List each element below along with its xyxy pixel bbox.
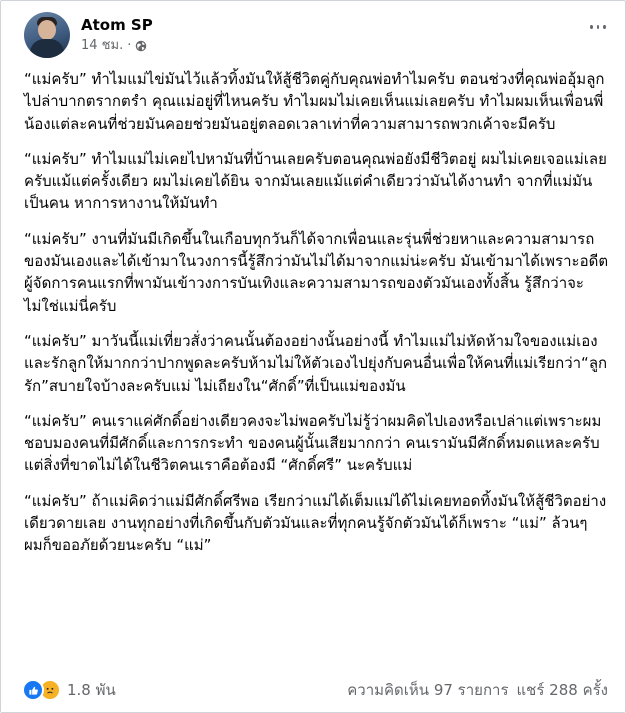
avatar[interactable] [24, 12, 70, 58]
avatar-body [30, 39, 64, 58]
more-dot [603, 25, 606, 29]
more-dot [597, 25, 600, 29]
author-name[interactable]: Atom SP [81, 15, 153, 34]
post-paragraph: “แม่ครับ” ถ้าแม่คิดว่าแม่มีศักดิ์ศรีพอ เรียกว่าแม่ได้เต็มแม่ได้ไม่เคยทอดทิ้งมันให้สู้ชีวิตอย่างเดียวดายเลย งานทุกอย่างที่เกิดขึ้นกับตัวมันและที่ทุกคนรู้จักตัวมันได้ก็เพราะ “แม่” ล้วนๆ ผมก็ขออภัยด้วยนะครับ “แม่” [24, 491, 607, 555]
post-paragraph: “แม่ครับ” งานที่มันมีเกิดขึ้นในเกือบทุกวันก็ได้จากเพื่อนและรุ่นพี่ช่วยหาและความสามารถของมันเองและได้เข้ามาในวงการนี้รู้สึกว่ามันไม่ได้มาจากแม่น่ะครับ มันเข้ามาได้เพราะอดีตผู้จัดการคนแรกที่พามันเข้าวงการบันเทิงและความสามารถของตัวมันเองทั้งสิ้น รู้สึกว่าจะไม่ใช่แม่นี่ครับ [24, 229, 609, 315]
post-body [24, 68, 610, 570]
post-footer [22, 675, 608, 705]
reaction-count: 1.8 พัน [67, 681, 116, 699]
post-subline [81, 37, 153, 55]
meta-separator: · [127, 37, 132, 53]
globe-icon[interactable] [135, 40, 147, 52]
post-paragraph: “แม่ครับ” คนเราแค่ศักดิ์อย่างเดียวคงจะไม่พอครับไม่รู้ว่าผมคิดไปเองหรือเปล่าแต่เพราะผมชอบมองคนที่มีศักดิ์และการกระทำ ของคนผู้นั้นเสียมากกว่า คนเรามันมีศักดิ์หมดแหละครับ แต่สิ่งที่ขาดไม่ได้ในชีวิตคนเราคือต้องมี “ศักดิ์ศรี” นะครับแม่ [24, 411, 602, 475]
post-paragraph: “แม่ครับ” ทำไมแม่ไข่มันไว้แล้วทิ้งมันให้สู้ชีวิตคู่กับคุณพ่อทำไมครับ ตอนช่วงที่คุณพ่ออุ้มลูกไปล่าบากตรากตรำ คุณแม่อยู่ที่ไหนครับ ทำไมผมไม่เคยเห็นแม่เลยครับ ทำไมผมเห็นเพื่อนพี่น้องแต่ละคนที่ช่วยมันคอยช่วยมันอยู่ตลอดเวลาเท่าที่ความสามารถพวกเค้าจะมีครับ [24, 70, 605, 133]
post-time[interactable]: 14 ชม. [81, 37, 124, 53]
share-count-link[interactable]: แชร์ 288 ครั้ง [516, 681, 608, 699]
comment-count-link[interactable]: ความคิดเห็น 97 รายการ [347, 681, 509, 699]
more-options-icon[interactable] [588, 17, 608, 37]
post-header [24, 10, 153, 60]
post-meta [81, 16, 153, 55]
more-dot [590, 25, 593, 29]
stats-spacer [509, 678, 517, 702]
post-stats [347, 678, 608, 702]
post-paragraph: “แม่ครับ” ทำไมแม่ไม่เคยไปหามันที่บ้านเลยครับตอนคุณพ่อยังมีชีวิตอยู่ ผมไม่เคยเจอแม่เลยครับแม้แต่ครั้งเดียว ผมไม่เคยได้ยิน จากมันเลยแม้แต่คำเดียวว่ามันได้งานทำ จากที่แม่มันเป็นคน หาการหางานให้มันทำ [24, 149, 607, 213]
reactions-summary[interactable] [22, 678, 116, 702]
post-paragraph: “แม่ครับ” มาวันนี้แม่เที่ยวสั่งว่าคนนั้นต้องอย่างนั้นอย่างนี้ ทำไมแม่ไม่หัดห้ามใจของแม่เอง และรักลูกให้มากกว่าปากพูดละครับห้ามไม่ให้ตัวเองไปยุ่งกับคนอื่นเพื่อให้คนที่แม่เรียกว่า“ลูกรัก”สบายใจบ้างละครับแม่ ไม่เถียงใน“ศักดิ์”ที่เป็นแม่ของมัน [24, 331, 608, 395]
avatar-face [38, 20, 56, 40]
like-icon [22, 679, 44, 701]
